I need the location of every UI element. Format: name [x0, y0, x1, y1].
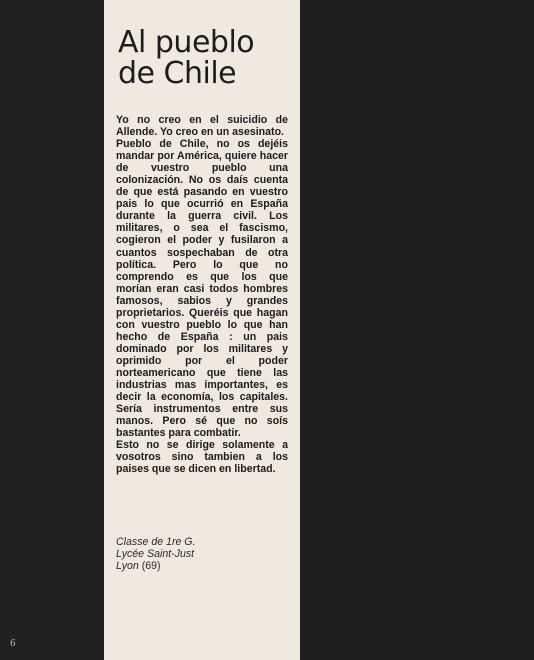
title-line-2: de Chile	[118, 56, 237, 91]
letter-paragraph: Esto no se dirige solamente a vosotros sino tambien a los paises que se dicen en libertad.	[116, 439, 288, 476]
letter-body	[116, 114, 288, 475]
signature-block	[116, 536, 286, 573]
signature-location	[116, 560, 286, 572]
title-line-1: Al pueblo	[118, 25, 255, 60]
left-margin-band	[0, 0, 104, 660]
signature-city: Lyon	[116, 560, 139, 573]
signature-department: (69)	[141, 560, 161, 573]
signature-class: Classe de 1re G.	[116, 536, 196, 548]
letter-paragraph: Pueblo de Chile, no os dejéis mandar por América, quiere hacer de vuestro pueblo una colonización. No os daís cuenta de que está pasando en vuestro pais lo que ocurrió en España durante la guerra civil. Los militares, o sea el fascismo, cogieron el poder y fusilaron a cuantos sospechaban de otra política. Pero lo que no comprendo es que los que morían eran casi todos hombres famosos, sabios y grandes proprietarios. Queréis que hagan con vuestro pueblo lo que han hecho de España : un pais dominado por los militares y oprimido por el poder norteamericano que tiene las industrias mas importantes, es decir la economía, los capitales. Sería instrumentos entre sus manos. Pero sé que no soís bastantes para combatir.	[116, 138, 288, 440]
article-title	[118, 27, 298, 89]
letter-paragraph: Yo no creo en el suicidio de Allende. Yo creo en un asesinato.	[116, 114, 288, 139]
right-dark-panel	[300, 0, 534, 660]
page-number: 6	[10, 639, 16, 649]
signature-school: Lycée Saint-Just	[116, 548, 195, 561]
